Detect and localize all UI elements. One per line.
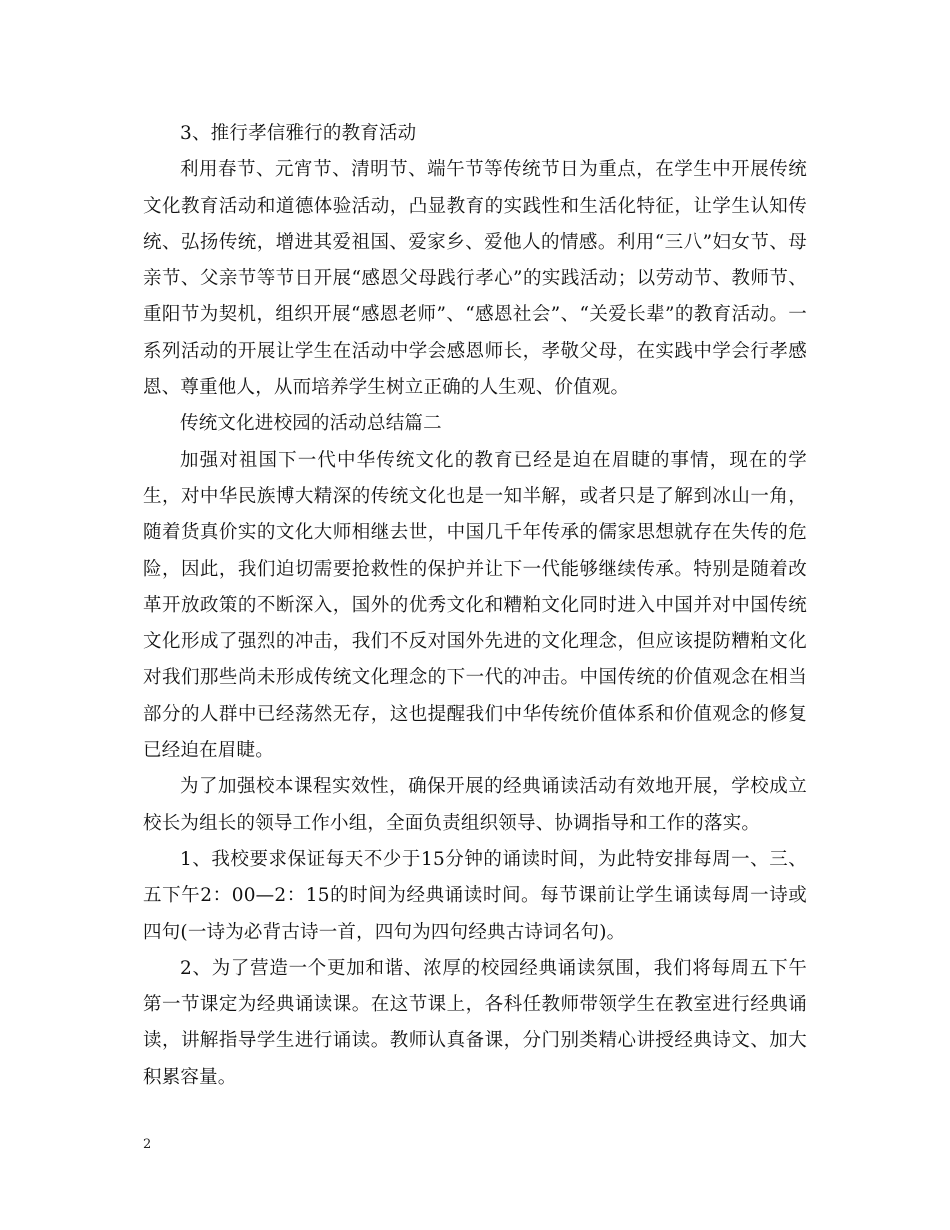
- section-heading-activity-3: 3、推行孝信雅行的教育活动: [180, 123, 417, 144]
- paragraph-leadership-group: 为了加强校本课程实效性，确保开展的经典诵读活动有效地开展，学校成立校长为组长的领导工作小组，全面负责组织领导、协调指导和工作的落实。: [143, 776, 807, 834]
- paragraph-traditional-culture-education: 加强对祖国下一代中华传统文化的教育已经是迫在眉睫的事情，现在的学生，对中华民族博大精深的传统文化也是一知半解，或者只是了解到冰山一角，随着货真价实的文化大师相继去世，中国几千年传承的儒家思想就存在失传的危险，因此，我们迫切需要抢救性的保护并让下一代能够继续传承。特别是随着改革开放政策的不断深入，国外的优秀文化和糟粕文化同时进入中国并对中国传统文化形成了强烈的冲击，我们不反对国外先进的文化理念，但应该提防糟粕文化对我们那些尚未形成传统文化理念的下一代的冲击。中国传统的价值观念在相当部分的人群中已经荡然无存，这也提醒我们中华传统价值体系和价值观念的修复已经迫在眉睫。: [143, 449, 807, 762]
- paragraph-reading-class: 2、为了营造一个更加和谐、浓厚的校园经典诵读氛围，我们将每周五下午第一节课定为经典诵读课。在这节课上，各科任教师带领学生在教室进行经典诵读，讲解指导学生进行诵读。教师认真备课，分门别类精心讲授经典诗文、加大积累容量。: [143, 957, 807, 1088]
- paragraph-reading-time: 1、我校要求保证每天不少于15分钟的诵读时间，为此特安排每周一、三、五下午2：00—2：15的时间为经典诵读时间。每节课前让学生诵读每周一诗或四句(一诗为必背古诗一首，四句为四句经典古诗词名句)。: [143, 848, 807, 943]
- section-heading-part-two: 传统文化进校园的活动总结篇二: [180, 413, 442, 435]
- paragraph-festival-activities: 利用春节、元宵节、清明节、端午节等传统节日为重点，在学生中开展传统文化教育活动和道德体验活动，凸显教育的实践性和生活化特征，让学生认知传统、弘扬传统，增进其爱祖国、爱家乡、爱他人的情感。利用“三八”妇女节、母亲节、父亲节等节日开展“感恩父母践行孝心”的实践活动；以劳动节、教师节、重阳节为契机，组织开展“感恩老师”、“感恩社会”、“关爱长辈”的教育活动。一系列活动的开展让学生在活动中学会感恩师长，孝敬父母，在实践中学会行孝感恩、尊重他人，从而培养学生树立正确的人生观、价值观。: [143, 159, 807, 399]
- document-body: [143, 116, 807, 1096]
- page-number: 2: [143, 1137, 152, 1152]
